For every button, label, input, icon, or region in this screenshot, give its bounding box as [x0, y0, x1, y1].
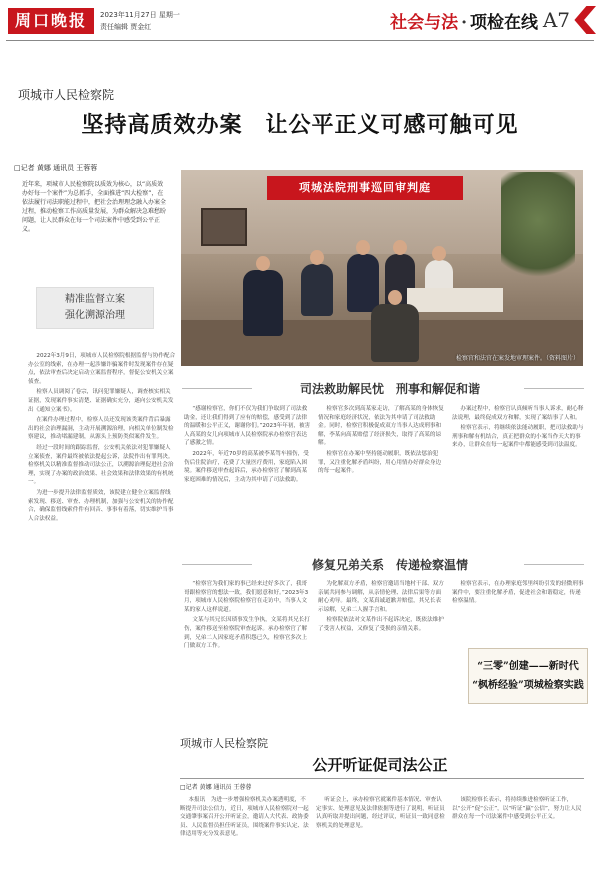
- body-paragraph: 听证会上，承办检察官就案件基本情况、审查认定事实、处理意见及法律依据等进行了说明，听证员认真听取并提出问题，经过评议，听证员一致同意检察机关的处理意见。: [316, 797, 445, 829]
- header-rule: [6, 40, 594, 41]
- body-paragraph: 检察官表示，将继续依法能动履职，把司法救助与刑事和解有机结合，真正把群众的小案当作天大的事来办，让群众在每一起案件中都能感受到司法温度。: [452, 425, 584, 449]
- body-paragraph: 为化解双方矛盾，检察官邀请当地村干部、双方亲属共同参与调解，从亲情伦理、法律后果等方面耐心劝导。最终，文某真诚道歉并赔偿，其兄长表示谅解，兄弟二人握手言和。: [318, 581, 444, 613]
- body-paragraph: “检察官为我们家的事已经来过好多次了，我哥哥跟检察官的想法一致，我们愿意和好。”2023年3月，项城市人民检察院检察官在走访中，当事人文某的家人这样说道。: [184, 581, 309, 613]
- photo-caption: 检察官和法官在案发地审理案件。（资料图片）: [455, 355, 579, 362]
- section3-column-left: [184, 580, 312, 720]
- section-name: 社会与法: [390, 13, 459, 33]
- article2-column-mid: [316, 796, 446, 886]
- article2-column-right: [452, 796, 584, 886]
- body-paragraph: 检察院依法对文某作出不起诉决定，既依法维护了受害人权益，又修复了受损的亲情关系。: [318, 617, 444, 632]
- body-paragraph: 2022年3月9日，项城市人民检察院根据监督与协作配合办公室的线索，在办理一起涉嫌诈骗案件时发现案件存在疑点，依法审查后决定启动立案监督程序，督促公安机关立案侦查。: [28, 353, 176, 385]
- article2-org: 项城市人民检察院: [180, 737, 268, 750]
- section-title: 社会与法 · 项检在线: [390, 13, 538, 33]
- body-paragraph: 文某与其兄长因琐事发生争执，文某将其兄长打伤，案件移送至检察院审查起诉。承办检察官了解到，兄弟二人因家庭矛盾积怨已久，检察官多次上门做双方工作。: [184, 617, 310, 650]
- section2-heading: 司法救助解民忧 刑事和解促和谐: [299, 382, 480, 396]
- body-paragraph: 该院检察长表示，将持续推进检察听证工作，以“公开”促“公正”，以“听证”赢“公信”，努力让人民群众在每一个司法案件中感受到公平正义。: [452, 797, 582, 821]
- article2-byline: □记者 黄娜 通讯员 王蓉蓉: [180, 784, 252, 791]
- section3-column-right: [452, 580, 584, 642]
- body-paragraph: 经过一段时间的跟踪监督，公安机关依法对犯罪嫌疑人立案侦查，案件最终被依法提起公诉，法院作出有罪判决。检察机关以精准监督推动司法公正，以溯源治理促进社会治理，实现了办案的政治效果、社会效果和法律效果的有机统一。: [28, 444, 174, 486]
- article-photo: [181, 170, 583, 366]
- article1-lead: 近年来，项城市人民检察院以质效为核心，以“高质效办好每一个案件”为总抓手，全面推进“四大检察”，在依法履行司法职能过程中，把社会治理理念融入办案全过程，推动检察工作高质量发展，为群众解决急难愁盼问题，让人民群众在每一个司法案件中感受到公平正义。: [22, 181, 167, 233]
- stamp-line-1: “三零”创建——新时代: [477, 661, 579, 672]
- article1-byline: □记者 黄娜 通讯员 王蓉蓉: [14, 164, 98, 172]
- body-paragraph: 检察官在办案中坚持能动履职，既依法惩治犯罪，又注重化解矛盾纠纷，用心用情办好群众身边的每一起案件。: [318, 450, 442, 475]
- editor-line: 责任编辑 贾金红: [100, 23, 152, 31]
- section-subname: 项检在线: [470, 13, 538, 33]
- page-number: A7: [542, 8, 570, 32]
- article1-subhead-box: [36, 287, 154, 329]
- paper-logo: 周口晚报: [8, 8, 94, 34]
- article1-headline: 坚持高质效办案 让公平正义可感可触可见: [81, 112, 519, 138]
- body-paragraph: 本报讯 为进一步增强检察机关办案透明度，不断提升司法公信力，近日，项城市人民检察院对一起交通肇事案召开公开听证会，邀请人大代表、政协委员、人民监督员担任听证员，围绕案件事实认定、法律适用等充分发表意见。: [180, 797, 309, 838]
- article1-body-column: [28, 352, 176, 742]
- photo-banner: 项城法院刑事巡回审判庭: [267, 176, 463, 200]
- article2-column-left: [180, 796, 310, 886]
- section2-column-mid: [318, 405, 446, 545]
- article2-headline: 公开听证促司法公正: [312, 756, 448, 774]
- photo-window: [201, 208, 247, 246]
- section3-heading: 修复兄弟关系 传递检察温情: [311, 558, 468, 572]
- body-paragraph: 为进一步提升法律监督质效，该院建立健全立案监督线索发现、移送、审查、办理机制，加强与公安机关的协作配合，确保监督线索件件有回音、事事有着落，切实维护当事人合法权益。: [28, 489, 174, 522]
- photo-table: [407, 288, 503, 312]
- body-paragraph: 办案过程中，检察官认真倾听当事人诉求，耐心释法说理，最终促成双方和解，实现了案结事了人和。: [452, 406, 584, 421]
- photo-person: [347, 254, 379, 312]
- body-paragraph: 检察人员调阅了卷宗，讯问犯罪嫌疑人，调查核实相关证据，发现案件事实清楚、证据确实充分，遂向公安机关发出《通知立案书》。: [28, 389, 174, 413]
- body-paragraph: 检察官多次到高某家走访，了解高某的身体恢复情况和家庭经济状况，依法为其申请了司法救助金。同时，检察官积极促成双方当事人达成刑事和解，李某向高某赔偿了经济损失，取得了高某的谅解。: [318, 406, 444, 447]
- body-paragraph: 检察官表示，在办理家庭邻里纠纷引发的轻微刑事案件中，要注重化解矛盾，促进社会和谐稳定，传递检察温情。: [452, 581, 584, 605]
- photo-person: [371, 304, 419, 362]
- section2-column-left: [184, 405, 312, 545]
- photo-person: [243, 270, 283, 336]
- chevron-left-icon: [572, 6, 596, 34]
- article2-rule: [180, 778, 584, 779]
- subhead-line-2: 强化溯源治理: [65, 310, 125, 321]
- body-paragraph: 在案件办理过程中，检察人员还发现该类案件背后暴露出的社会治理漏洞，主动开展溯源治理，向相关单位制发检察建议，推动堵漏建制，从源头上预防类似案件发生。: [28, 417, 174, 441]
- body-paragraph: 2022年，年近70岁的高某被李某驾车撞伤，受伤后住院治疗，花费了大量医疗费用，家庭陷入困境。案件移送审查起诉后，承办检察官了解到高某家庭困难的情况后，主动为其申请了司法救助。: [184, 450, 309, 483]
- section2-column-right: [452, 405, 584, 545]
- issue-date: 2023年11月27日 星期一: [100, 11, 180, 19]
- article1-org: 项城市人民检察院: [18, 88, 115, 102]
- subhead-line-1: 精准监督立案: [65, 294, 125, 305]
- body-paragraph: “感谢检察官，你们不仅为我们争取到了司法救助金，还让我们得到了应有的赔偿，感受到了法律的温暖和公平正义，谢谢你们。”2023年年初，被害人高某的女儿向项城市人民检察院承办检察官表达了感激之情。: [184, 406, 311, 447]
- campaign-stamp: [468, 648, 588, 704]
- stamp-line-2: “枫桥经验”项城检察实践: [472, 680, 584, 691]
- masthead: [0, 0, 600, 62]
- photo-tree: [501, 172, 575, 292]
- photo-person: [301, 264, 333, 316]
- section3-column-mid: [318, 580, 446, 720]
